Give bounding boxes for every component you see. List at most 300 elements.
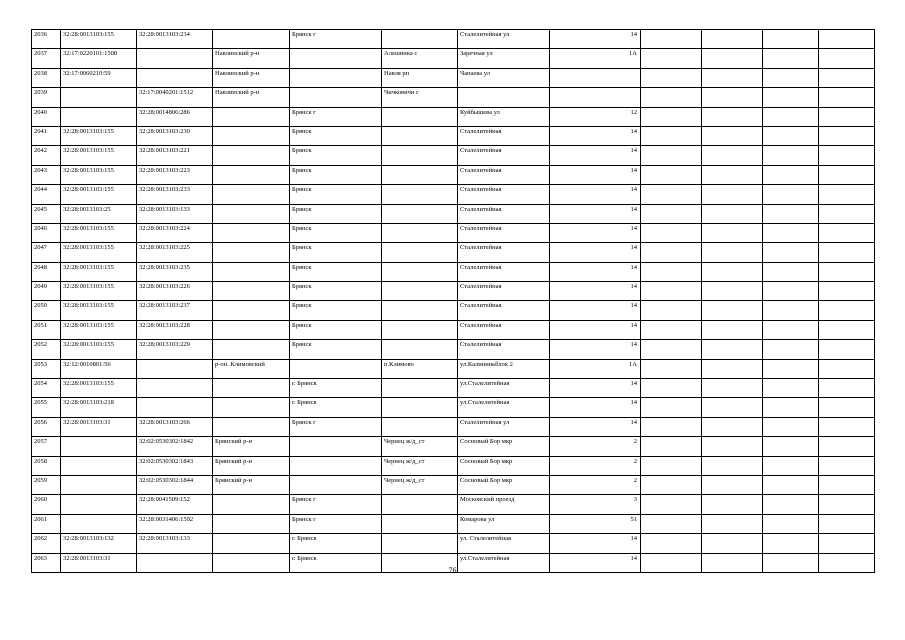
empty-cell (702, 68, 763, 87)
empty-cell (702, 243, 763, 262)
cadastral-number-cell: 32:28:0013103:155 (61, 146, 137, 165)
table-row (32, 204, 875, 223)
settlement-cell: Чернец ж/д_ст (382, 437, 458, 456)
cadastral-number-cell: 32:28:0013103:132 (61, 534, 137, 553)
empty-cell (702, 475, 763, 494)
empty-cell (819, 49, 875, 68)
city-cell: Брянск (290, 223, 382, 242)
cadastral-number-cell (61, 514, 137, 533)
row-number-cell: 2047 (32, 243, 61, 262)
empty-cell (641, 320, 702, 339)
street-cell: Сталелитейная ул (458, 417, 550, 436)
object-cadastral-number-cell: 32:28:0041509:152 (137, 495, 213, 514)
table-row (32, 495, 875, 514)
table-row (32, 340, 875, 359)
settlement-cell (382, 282, 458, 301)
house-number-cell: 14 (550, 243, 641, 262)
object-cadastral-number-cell: 32:28:0013103:234 (137, 30, 213, 49)
cadastral-number-cell: 32:28:0013103:155 (61, 30, 137, 49)
empty-cell (641, 495, 702, 514)
empty-cell (763, 475, 819, 494)
cadastral-number-cell: 32:28:0013103:155 (61, 126, 137, 145)
settlement-cell (382, 417, 458, 436)
empty-cell (763, 534, 819, 553)
empty-cell (763, 49, 819, 68)
empty-cell (819, 243, 875, 262)
city-cell (290, 88, 382, 107)
settlement-cell (382, 126, 458, 145)
table-row (32, 301, 875, 320)
house-number-cell: 14 (550, 262, 641, 281)
street-cell: Сталелитейная (458, 146, 550, 165)
object-cadastral-number-cell: 32:28:0013103:237 (137, 301, 213, 320)
empty-cell (702, 437, 763, 456)
object-cadastral-number-cell: 32:17:0040201:1512 (137, 88, 213, 107)
cadastral-number-cell: 32:28:0013103:155 (61, 243, 137, 262)
cadastral-number-cell: 32:17:0220101:1508 (61, 49, 137, 68)
district-cell (213, 534, 290, 553)
empty-cell (763, 185, 819, 204)
district-cell (213, 301, 290, 320)
empty-cell (763, 301, 819, 320)
row-number-cell: 2049 (32, 282, 61, 301)
empty-cell (819, 68, 875, 87)
records-table (31, 29, 875, 573)
table-row (32, 534, 875, 553)
empty-cell (702, 379, 763, 398)
empty-cell (702, 223, 763, 242)
city-cell (290, 437, 382, 456)
row-number-cell: 2042 (32, 146, 61, 165)
city-cell: Брянск (290, 165, 382, 184)
city-cell (290, 49, 382, 68)
settlement-cell (382, 514, 458, 533)
object-cadastral-number-cell: 32:28:0013103:226 (137, 282, 213, 301)
settlement-cell (382, 243, 458, 262)
street-cell: Московский проезд (458, 495, 550, 514)
street-cell: Куйбышева ул (458, 107, 550, 126)
empty-cell (641, 282, 702, 301)
district-cell: Навлинский р-н (213, 49, 290, 68)
empty-cell (702, 301, 763, 320)
street-cell: ул.Сталелитейная (458, 553, 550, 572)
cadastral-number-cell: 32:28:0013103:25 (61, 204, 137, 223)
table-row (32, 320, 875, 339)
object-cadastral-number-cell: 32:02:0530302:1844 (137, 475, 213, 494)
object-cadastral-number-cell: 32:28:0013103:235 (137, 262, 213, 281)
city-cell: Брянск г (290, 30, 382, 49)
empty-cell (641, 262, 702, 281)
empty-cell (819, 320, 875, 339)
empty-cell (702, 107, 763, 126)
empty-cell (819, 126, 875, 145)
row-number-cell: 2041 (32, 126, 61, 145)
object-cadastral-number-cell: 32:28:0014806:286 (137, 107, 213, 126)
table-row (32, 379, 875, 398)
city-cell: г. Брянск (290, 553, 382, 572)
object-cadastral-number-cell (137, 49, 213, 68)
house-number-cell (550, 88, 641, 107)
empty-cell (763, 320, 819, 339)
row-number-cell: 2045 (32, 204, 61, 223)
table-row (32, 49, 875, 68)
object-cadastral-number-cell: 32:28:0013103:221 (137, 146, 213, 165)
empty-cell (819, 223, 875, 242)
empty-cell (641, 49, 702, 68)
empty-cell (641, 146, 702, 165)
table-row (32, 223, 875, 242)
object-cadastral-number-cell: 32:28:0013103:223 (137, 165, 213, 184)
cadastral-number-cell: 32:12:0010801:56 (61, 359, 137, 378)
table-row (32, 282, 875, 301)
empty-cell (641, 340, 702, 359)
table-row (32, 185, 875, 204)
object-cadastral-number-cell (137, 398, 213, 417)
settlement-cell (382, 301, 458, 320)
city-cell: Брянск (290, 262, 382, 281)
cadastral-number-cell: 32:28:0013103:31 (61, 417, 137, 436)
house-number-cell: 14 (550, 30, 641, 49)
row-number-cell: 2055 (32, 398, 61, 417)
house-number-cell: 14 (550, 301, 641, 320)
settlement-cell (382, 223, 458, 242)
house-number-cell: 14 (550, 379, 641, 398)
settlement-cell (382, 320, 458, 339)
cadastral-number-cell (61, 107, 137, 126)
empty-cell (819, 437, 875, 456)
cadastral-number-cell: 32:28:0013103:155 (61, 282, 137, 301)
house-number-cell: 14 (550, 398, 641, 417)
empty-cell (819, 340, 875, 359)
empty-cell (763, 146, 819, 165)
empty-cell (763, 165, 819, 184)
table-row (32, 514, 875, 533)
district-cell: р-он. Климовский (213, 359, 290, 378)
house-number-cell: 3 (550, 495, 641, 514)
settlement-cell (382, 165, 458, 184)
street-cell: Сталелитейная ул (458, 30, 550, 49)
district-cell (213, 243, 290, 262)
city-cell (290, 359, 382, 378)
house-number-cell: 14 (550, 185, 641, 204)
empty-cell (641, 475, 702, 494)
row-number-cell: 2040 (32, 107, 61, 126)
empty-cell (702, 417, 763, 436)
object-cadastral-number-cell: 32:28:0013103:225 (137, 243, 213, 262)
district-cell: Навлинский р-н (213, 68, 290, 87)
house-number-cell: 1А (550, 359, 641, 378)
city-cell: г. Брянск (290, 379, 382, 398)
house-number-cell: 14 (550, 553, 641, 572)
object-cadastral-number-cell: 32:28:0031406:1592 (137, 514, 213, 533)
row-number-cell: 2060 (32, 495, 61, 514)
street-cell: ул. Сталелитейная (458, 534, 550, 553)
city-cell (290, 68, 382, 87)
city-cell: Брянск г (290, 417, 382, 436)
district-cell: Брянский р-н (213, 456, 290, 475)
table-row (32, 417, 875, 436)
house-number-cell: 2 (550, 475, 641, 494)
row-number-cell: 2043 (32, 165, 61, 184)
street-cell: Заречная ул (458, 49, 550, 68)
object-cadastral-number-cell (137, 68, 213, 87)
district-cell (213, 204, 290, 223)
empty-cell (763, 282, 819, 301)
city-cell: Брянск (290, 301, 382, 320)
empty-cell (641, 359, 702, 378)
district-cell (213, 320, 290, 339)
table-row (32, 243, 875, 262)
empty-cell (819, 514, 875, 533)
empty-cell (763, 359, 819, 378)
empty-cell (702, 282, 763, 301)
city-cell: Брянск (290, 185, 382, 204)
object-cadastral-number-cell: 32:28:0013103:230 (137, 126, 213, 145)
house-number-cell: 14 (550, 126, 641, 145)
empty-cell (819, 495, 875, 514)
empty-cell (819, 262, 875, 281)
cadastral-number-cell: 32:28:0013103:31 (61, 553, 137, 572)
object-cadastral-number-cell (137, 379, 213, 398)
street-cell: Сталелитейная (458, 243, 550, 262)
house-number-cell: 51 (550, 514, 641, 533)
cadastral-number-cell: 32:28:0013103:155 (61, 165, 137, 184)
row-number-cell: 2044 (32, 185, 61, 204)
street-cell: Сталелитейная (458, 165, 550, 184)
street-cell: Сосновый Бор мкр (458, 456, 550, 475)
empty-cell (763, 437, 819, 456)
object-cadastral-number-cell: 32:02:0530302:1843 (137, 456, 213, 475)
house-number-cell: 14 (550, 417, 641, 436)
house-number-cell: 14 (550, 165, 641, 184)
city-cell: Брянск (290, 340, 382, 359)
district-cell (213, 282, 290, 301)
house-number-cell: 14 (550, 340, 641, 359)
settlement-cell (382, 262, 458, 281)
table-row (32, 456, 875, 475)
empty-cell (819, 379, 875, 398)
empty-cell (819, 185, 875, 204)
empty-cell (819, 475, 875, 494)
city-cell: Брянск (290, 126, 382, 145)
district-cell: Навлинский р-н (213, 88, 290, 107)
row-number-cell: 2061 (32, 514, 61, 533)
street-cell: Сталелитейная (458, 340, 550, 359)
empty-cell (763, 223, 819, 242)
empty-cell (702, 320, 763, 339)
district-cell (213, 495, 290, 514)
page-number: 76 (448, 566, 457, 575)
empty-cell (702, 514, 763, 533)
empty-cell (763, 495, 819, 514)
table-row (32, 165, 875, 184)
empty-cell (641, 514, 702, 533)
house-number-cell: 1А (550, 49, 641, 68)
cadastral-number-cell: 32:28:0013103:155 (61, 223, 137, 242)
empty-cell (819, 146, 875, 165)
table-row (32, 262, 875, 281)
cadastral-number-cell: 32:28:0013103:155 (61, 301, 137, 320)
empty-cell (702, 146, 763, 165)
house-number-cell: 12 (550, 107, 641, 126)
row-number-cell: 2058 (32, 456, 61, 475)
cadastral-number-cell: 32:28:0013103:155 (61, 340, 137, 359)
settlement-cell (382, 495, 458, 514)
empty-cell (641, 417, 702, 436)
settlement-cell (382, 146, 458, 165)
empty-cell (819, 398, 875, 417)
street-cell: ул.Сталелитейная (458, 398, 550, 417)
city-cell: г. Брянск (290, 534, 382, 553)
cadastral-number-cell (61, 475, 137, 494)
empty-cell (702, 359, 763, 378)
empty-cell (641, 379, 702, 398)
row-number-cell: 2036 (32, 30, 61, 49)
empty-cell (763, 340, 819, 359)
empty-cell (702, 88, 763, 107)
row-number-cell: 2046 (32, 223, 61, 242)
empty-cell (819, 282, 875, 301)
district-cell: Брянский р-н (213, 475, 290, 494)
house-number-cell: 14 (550, 223, 641, 242)
city-cell: Брянск (290, 320, 382, 339)
street-cell: ул.Калининьблок 2 (458, 359, 550, 378)
row-number-cell: 2053 (32, 359, 61, 378)
cadastral-number-cell (61, 437, 137, 456)
row-number-cell: 2056 (32, 417, 61, 436)
empty-cell (641, 165, 702, 184)
empty-cell (763, 417, 819, 436)
settlement-cell: Чернец ж/д_ст (382, 475, 458, 494)
settlement-cell (382, 534, 458, 553)
table-row (32, 88, 875, 107)
city-cell: Брянск г (290, 495, 382, 514)
row-number-cell: 2048 (32, 262, 61, 281)
settlement-cell: п.Климово (382, 359, 458, 378)
empty-cell (763, 243, 819, 262)
district-cell (213, 30, 290, 49)
settlement-cell: Чичковичи с (382, 88, 458, 107)
city-cell: Брянск (290, 243, 382, 262)
empty-cell (702, 165, 763, 184)
empty-cell (819, 456, 875, 475)
street-cell: Сосновый Бор мкр (458, 437, 550, 456)
house-number-cell: 14 (550, 320, 641, 339)
table-row (32, 30, 875, 49)
row-number-cell: 2052 (32, 340, 61, 359)
cadastral-number-cell: 32:28:0013103:155 (61, 185, 137, 204)
settlement-cell (382, 185, 458, 204)
row-number-cell: 2054 (32, 379, 61, 398)
district-cell (213, 146, 290, 165)
empty-cell (641, 456, 702, 475)
street-cell: Сталелитейная (458, 282, 550, 301)
street-cell: Сосновый Бор мкр (458, 475, 550, 494)
empty-cell (702, 340, 763, 359)
table-row (32, 126, 875, 145)
settlement-cell: Навля рп (382, 68, 458, 87)
empty-cell (819, 417, 875, 436)
street-cell: Сталелитейная (458, 204, 550, 223)
street-cell: Сталелитейная (458, 301, 550, 320)
object-cadastral-number-cell: 32:02:0530302:1842 (137, 437, 213, 456)
city-cell: г. Брянск (290, 398, 382, 417)
empty-cell (702, 30, 763, 49)
table-row (32, 68, 875, 87)
house-number-cell: 2 (550, 437, 641, 456)
district-cell (213, 165, 290, 184)
settlement-cell (382, 340, 458, 359)
house-number-cell: 14 (550, 146, 641, 165)
district-cell (213, 398, 290, 417)
district-cell (213, 340, 290, 359)
object-cadastral-number-cell: 32:28:0013103:133 (137, 534, 213, 553)
empty-cell (702, 185, 763, 204)
empty-cell (819, 165, 875, 184)
city-cell: Брянск (290, 204, 382, 223)
cadastral-number-cell: 32:28:0013103:218 (61, 398, 137, 417)
empty-cell (819, 30, 875, 49)
empty-cell (819, 359, 875, 378)
empty-cell (819, 204, 875, 223)
empty-cell (819, 301, 875, 320)
table-body (32, 30, 875, 573)
row-number-cell: 2062 (32, 534, 61, 553)
empty-cell (641, 301, 702, 320)
street-cell: Сталелитейная (458, 185, 550, 204)
empty-cell (763, 68, 819, 87)
house-number-cell: 14 (550, 282, 641, 301)
house-number-cell: 2 (550, 456, 641, 475)
street-cell (458, 88, 550, 107)
empty-cell (763, 379, 819, 398)
city-cell: Брянск (290, 146, 382, 165)
street-cell: Сталелитейная (458, 262, 550, 281)
house-number-cell (550, 68, 641, 87)
cadastral-number-cell: 32:17:0060210:59 (61, 68, 137, 87)
object-cadastral-number-cell: 32:28:0013103:133 (137, 204, 213, 223)
settlement-cell (382, 30, 458, 49)
row-number-cell: 2051 (32, 320, 61, 339)
district-cell (213, 379, 290, 398)
district-cell (213, 417, 290, 436)
empty-cell (819, 534, 875, 553)
empty-cell (641, 204, 702, 223)
street-cell: Чапаева ул (458, 68, 550, 87)
city-cell (290, 475, 382, 494)
city-cell: Брянск г (290, 107, 382, 126)
empty-cell (641, 243, 702, 262)
house-number-cell: 14 (550, 534, 641, 553)
empty-cell (763, 126, 819, 145)
empty-cell (763, 398, 819, 417)
city-cell: Брянск (290, 282, 382, 301)
object-cadastral-number-cell (137, 359, 213, 378)
cadastral-number-cell: 32:28:0013103:155 (61, 262, 137, 281)
cadastral-number-cell (61, 456, 137, 475)
district-cell (213, 223, 290, 242)
settlement-cell (382, 204, 458, 223)
street-cell: Сталелитейная (458, 126, 550, 145)
table-row (32, 359, 875, 378)
empty-cell (641, 30, 702, 49)
settlement-cell: Чернец ж/д_ст (382, 456, 458, 475)
object-cadastral-number-cell: 32:28:0013103:229 (137, 340, 213, 359)
table-row (32, 398, 875, 417)
row-number-cell: 2039 (32, 88, 61, 107)
empty-cell (641, 437, 702, 456)
empty-cell (763, 88, 819, 107)
